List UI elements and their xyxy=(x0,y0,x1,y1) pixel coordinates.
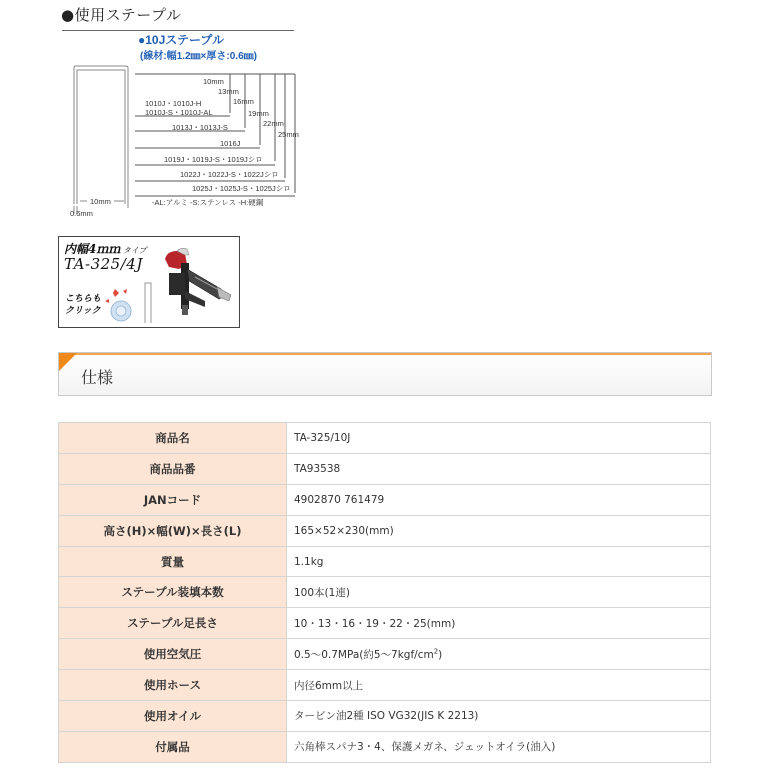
banner-type-line: 内幅4ｍｍ タイプ xyxy=(64,242,147,256)
model-label: 1019J・1019J-S・1019Jシロ xyxy=(164,155,263,164)
spec-value xyxy=(287,639,711,670)
spec-value: 165×52×230(mm) xyxy=(287,515,711,546)
length-label: 19mm xyxy=(248,109,269,118)
model-label: 1013J・1013J-S xyxy=(172,123,228,132)
table-row xyxy=(59,546,711,577)
length-label: 16mm xyxy=(233,97,254,106)
spec-label: JANコード xyxy=(59,484,287,515)
table-row xyxy=(59,670,711,701)
table-row xyxy=(59,453,711,484)
wire-spec: (線材:幅1.2㎜×厚さ:0.6㎜) xyxy=(140,51,257,62)
mini-staple-icon xyxy=(143,281,153,325)
length-label: 10mm xyxy=(203,77,224,86)
spec-value: 4902870 761479 xyxy=(287,484,711,515)
banner-model: TA-325/4J xyxy=(64,255,143,273)
spec-value: TA93538 xyxy=(287,453,711,484)
type-title: ●10Jステープル xyxy=(138,33,224,47)
table-row xyxy=(59,484,711,515)
spec-value: 100本(1連) xyxy=(287,577,711,608)
spec-section-title: 仕様 xyxy=(81,368,114,387)
spec-label: 使用ホース xyxy=(59,670,287,701)
width-label: 10mm xyxy=(90,197,111,206)
staple-shape xyxy=(74,66,128,214)
spec-value: 内径6mm以上 xyxy=(287,670,711,701)
model-label: 1022J・1022J-S・1022Jシロ xyxy=(180,170,279,179)
ta-325-4j-banner[interactable] xyxy=(58,236,240,328)
spec-label: 高さ(H)×幅(W)×長さ(L) xyxy=(59,515,287,546)
length-label: 13mm xyxy=(218,87,239,96)
table-row xyxy=(59,639,711,670)
thickness-label: 0.6mm xyxy=(70,209,93,218)
spec-value: タービン油2種 ISO VG32(JIS K 2213) xyxy=(287,701,711,732)
spec-label: 商品名 xyxy=(59,423,287,454)
model-label: 1025J・1025J-S・1025Jシロ xyxy=(192,184,291,193)
spec-label: 使用空気圧 xyxy=(59,639,287,670)
staples-heading: ●使用ステープル xyxy=(61,6,182,24)
table-row xyxy=(59,731,711,762)
spec-value: TA-325/10J xyxy=(287,423,711,454)
spec-label: 使用オイル xyxy=(59,701,287,732)
spec-label: 付属品 xyxy=(59,731,287,762)
spec-section-header xyxy=(58,352,712,396)
spec-label: ステープル装填本数 xyxy=(59,577,287,608)
length-label: 25mm xyxy=(278,130,299,139)
table-row xyxy=(59,423,711,454)
length-label: 22mm xyxy=(263,119,284,128)
spec-label: ステープル足長さ xyxy=(59,608,287,639)
pressure-value-tail: ) xyxy=(438,648,443,661)
table-row xyxy=(59,577,711,608)
material-legend: -AL:アルミ -S:ステンレス -H:硬鋼 xyxy=(152,198,264,207)
pressure-unit-exponent: 2 xyxy=(433,647,439,656)
spec-header-corner xyxy=(59,353,77,371)
spec-header-accent-line xyxy=(59,353,711,355)
table-row xyxy=(59,515,711,546)
spec-label: 商品品番 xyxy=(59,453,287,484)
spec-label: 質量 xyxy=(59,546,287,577)
table-row xyxy=(59,701,711,732)
spec-table xyxy=(58,422,711,763)
pressure-value: 0.5～0.7MPa(約5～7kgf/cm xyxy=(294,648,434,661)
model-label: 1010J・1010J-H xyxy=(145,99,202,108)
model-label: 1010J-S・1010J-AL xyxy=(145,108,213,117)
model-label: 1016J xyxy=(220,139,241,148)
spec-value: 1.1kg xyxy=(287,546,711,577)
staple-diagram xyxy=(60,28,310,228)
click-pointer-icon xyxy=(99,285,135,323)
click-here-label: こちらも クリック xyxy=(65,294,102,316)
spec-value: 10・13・16・19・22・25(mm) xyxy=(287,608,711,639)
pneumatic-nailer-image xyxy=(155,243,237,323)
spec-value: 六角棒スパナ3・4、保護メガネ、ジェットオイラ(油入) xyxy=(287,731,711,762)
table-row xyxy=(59,608,711,639)
